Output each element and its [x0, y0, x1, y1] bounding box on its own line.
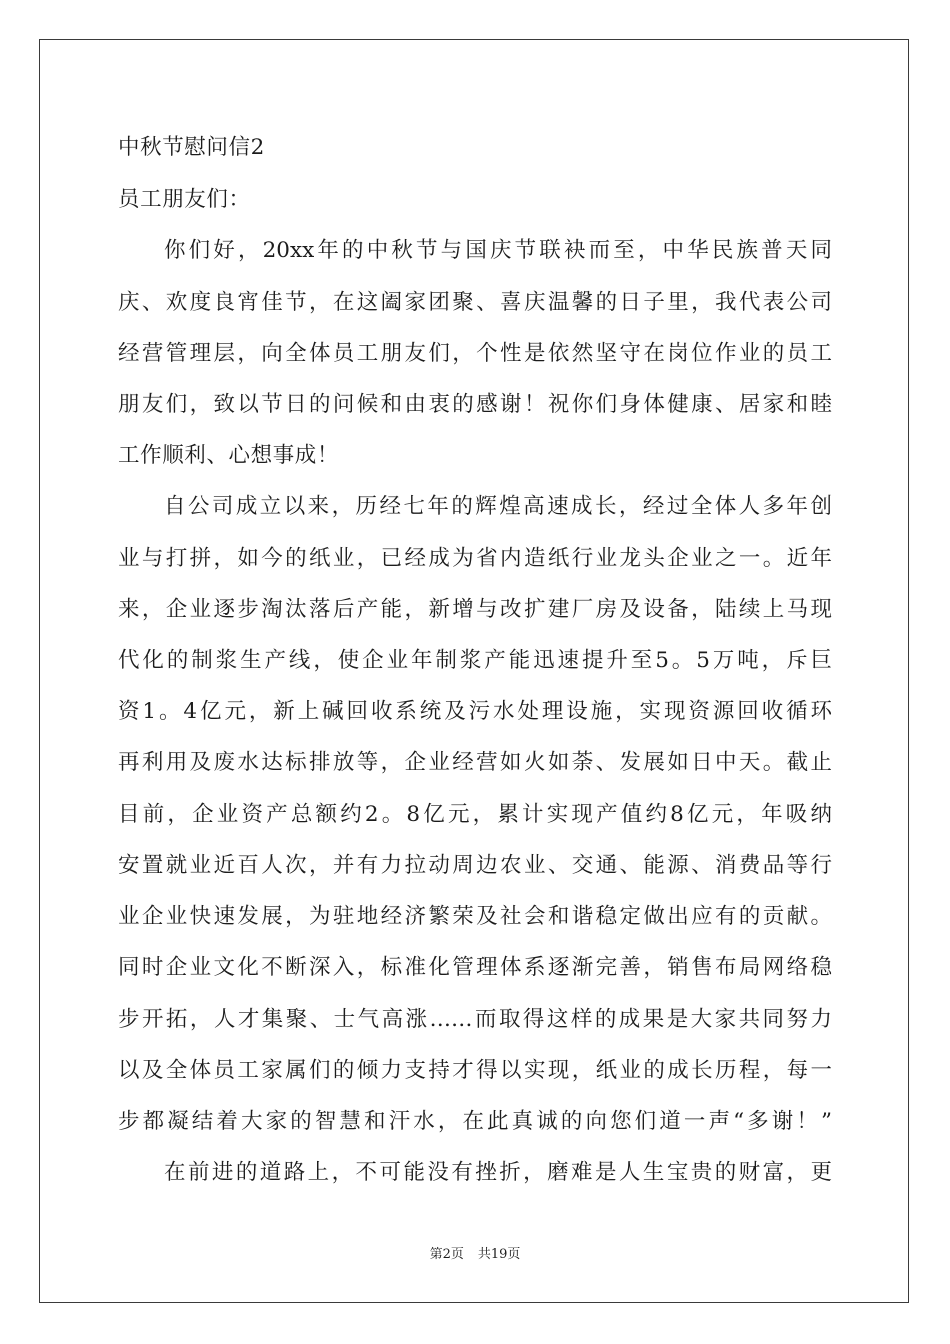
page-total: 共19页: [477, 1247, 521, 1262]
paragraph-line: 经营管理层，向全体员工朋友们，个性是依然坚守在岗位作业的员工: [118, 341, 832, 366]
paragraph-line: 在前进的道路上，不可能没有挫折，磨难是人生宝贵的财富，更: [164, 1160, 832, 1185]
paragraph-line: 资1。4亿元，新上碱回收系统及污水处理设施，实现资源回收循环: [118, 699, 832, 724]
paragraph-line: 业与打拼，如今的纸业，已经成为省内造纸行业龙头企业之一。近年: [118, 546, 832, 571]
paragraph-line: 业企业快速发展，为驻地经济繁荣及社会和谐稳定做出应有的贡献。: [118, 904, 832, 929]
page-footer: [0, 1246, 950, 1264]
paragraph-line: 再利用及废水达标排放等，企业经营如火如荼、发展如日中天。截止: [118, 750, 832, 775]
paragraph-line: 工作顺利、心想事成！: [118, 443, 340, 468]
paragraph-line: 以及全体员工家属们的倾力支持才得以实现，纸业的成长历程，每一: [118, 1058, 832, 1083]
paragraph-line: 步都凝结着大家的智慧和汗水，在此真诚的向您们道一声“多谢！”: [118, 1109, 832, 1134]
letter-greeting: 员工朋友们：: [118, 187, 251, 212]
paragraph-line: 安置就业近百人次，并有力拉动周边农业、交通、能源、消费品等行: [118, 853, 832, 878]
paragraph-line: 自公司成立以来，历经七年的辉煌高速成长，经过全体人多年创: [164, 494, 832, 519]
paragraph-line: 你们好，20xx年的中秋节与国庆节联袂而至，中华民族普天同: [164, 238, 832, 263]
paragraph-line: 庆、欢度良宵佳节，在这阖家团聚、喜庆温馨的日子里，我代表公司: [118, 290, 832, 315]
page-number: 第2页: [429, 1247, 464, 1262]
paragraph-line: 目前，企业资产总额约2。8亿元，累计实现产值约8亿元，年吸纳: [118, 802, 832, 827]
paragraph-line: 来，企业逐步淘汰落后产能，新增与改扩建厂房及设备，陆续上马现: [118, 597, 832, 622]
paragraph-line: 同时企业文化不断深入，标准化管理体系逐渐完善，销售布局网络稳: [118, 955, 832, 980]
letter-title: 中秋节慰问信2: [118, 135, 265, 160]
paragraph-line: 步开拓，人才集聚、士气高涨……而取得这样的成果是大家共同努力: [118, 1007, 832, 1032]
paragraph-line: 代化的制浆生产线，使企业年制浆产能迅速提升至5。5万吨，斥巨: [118, 648, 832, 673]
paragraph-line: 朋友们，致以节日的问候和由衷的感谢！祝你们身体健康、居家和睦: [118, 392, 832, 417]
